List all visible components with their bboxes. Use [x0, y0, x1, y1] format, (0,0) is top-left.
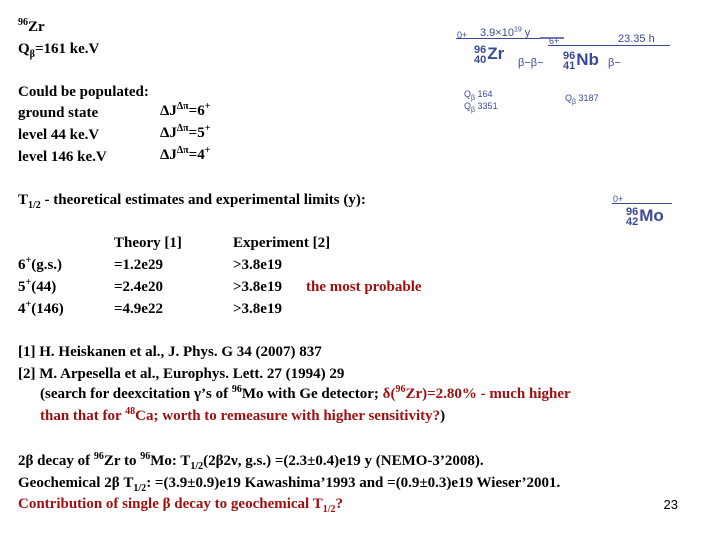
table-header-experiment: Experiment [2]: [233, 235, 331, 251]
q-b-3351: $Q_\beta$ 3351: [464, 101, 498, 114]
mo-spin: 0+: [613, 194, 624, 204]
table-row-state: 4+(146): [18, 299, 64, 317]
nemo-result: 2β decay of $^{96}$Zr to $^{96}$Mo: $T_{1/2}(2\beta 2\nu$, g.s.) =(2.3±0.4)e19 y (NEMO-3’2008).: [18, 451, 484, 472]
zr-halflife: $3.9\times 10^{19}$ y: [480, 26, 531, 39]
zr-nuclide: 96 40Zr: [474, 43, 505, 66]
populated-title: Could be populated:: [18, 84, 149, 100]
populated-row-label: level 146 ke.V: [18, 149, 107, 165]
q-value: $Q_\beta=161$ ke.V: [18, 41, 100, 60]
reference-2: [2] M. Arpesella et al., Europhys. Lett. 27 (1994) 29: [18, 366, 345, 382]
populated-row-label: level 44 ke.V: [18, 127, 100, 143]
table-row-exp: >3.8e19: [233, 301, 282, 317]
q-b-3187: $Q_\beta$ 3187: [565, 93, 599, 106]
table-row-note: the most probable: [306, 279, 422, 295]
zr-spin: 0+: [457, 30, 468, 40]
table-row-state: 5+(44): [18, 277, 57, 295]
table-row-theory: =1.2e29: [114, 257, 163, 273]
table-row-exp: >3.8e19: [233, 279, 282, 295]
geochemical-result: Geochemical 2β $T_{1/2}$: =(3.9±0.9)e19 Kawashima’1993 and =(0.9±0.3)e19 Wieser’2001.: [18, 475, 561, 494]
nb-decay-mode: β−: [608, 57, 621, 69]
nb-spin: 6+: [549, 36, 560, 46]
table-row-theory: =4.9e22: [114, 301, 163, 317]
halflife-title: $T_{1/2}$ - theoretical estimates and experimental limits (y):: [18, 192, 366, 211]
populated-row-dj: $\Delta J^{\Delta\pi}=5^+$: [160, 123, 211, 141]
table-row-exp: >3.8e19: [233, 257, 282, 273]
populated-row-dj: $\Delta J^{\Delta\pi}=4^+$: [160, 145, 211, 163]
populated-row-dj: $\Delta J^{\Delta\pi}=6^+$: [160, 101, 211, 119]
table-row-state: 6+(g.s.): [18, 255, 63, 273]
nb-level-line: [548, 45, 670, 46]
zr-decay-mode: β−β−: [518, 57, 544, 69]
reference-2-note: (search for deexcitation γ’s of $^{96}$Mo with Ge detector; δ($^{96}$Zr)=2.80% - much higher: [40, 384, 571, 402]
reference-2-note-cont: than that for $^{48}$Ca; worth to remeasure with higher sensitivity?): [40, 406, 446, 424]
page-number: 23: [663, 497, 678, 512]
mo-nuclide: 96 42Mo: [626, 205, 664, 228]
single-beta-question: Contribution of single β decay to geochemical $T_{1/2}$?: [18, 496, 343, 515]
nb-halflife: 23.35 h: [618, 33, 655, 45]
q-bb-164: $Q_\beta$ 164: [464, 89, 493, 102]
nb-nuclide: 96 41Nb: [563, 49, 599, 72]
table-header-theory: Theory [1]: [114, 235, 182, 251]
reference-1: [1] H. Heiskanen et al., J. Phys. G 34 (2007) 837: [18, 344, 322, 360]
populated-row-label: ground state: [18, 105, 99, 121]
table-row-theory: =2.4e20: [114, 279, 163, 295]
nucleus-label: $^{96}$Zr: [18, 17, 45, 35]
